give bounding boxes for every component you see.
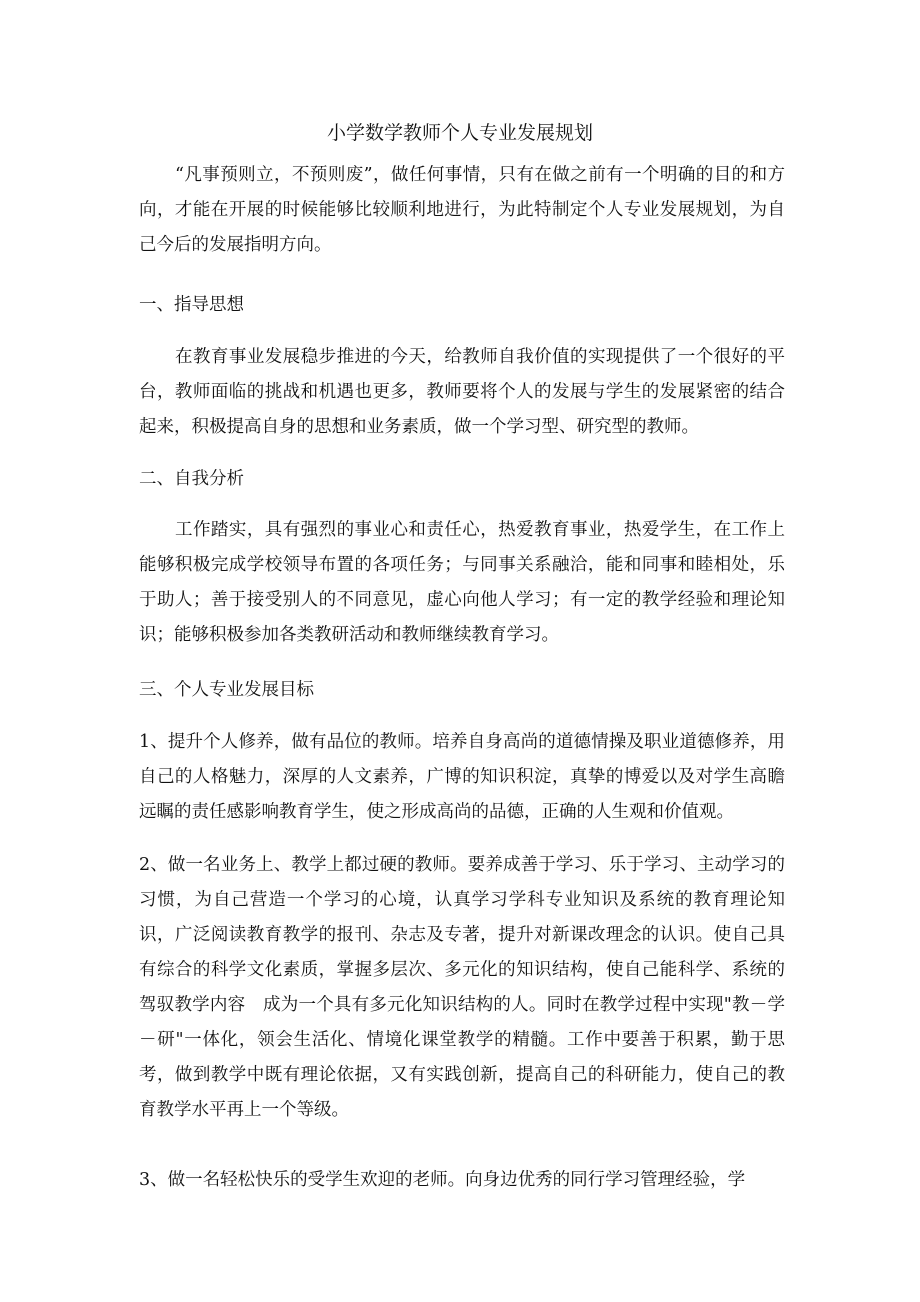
intro-paragraph: “凡事预则立，不预则废”，做任何事情，只有在做之前有一个明确的目的和方向，才能在开展的时候能够比较顺利地进行，为此特制定个人专业发展规划，为自己今后的发展指明方向。 — [139, 165, 785, 255]
goal-item-3: 3、做一名轻松快乐的受学生欢迎的老师。向身边优秀的同行学习管理经验，学 — [139, 1170, 746, 1190]
section-heading-guiding-thought: 一、指导思想 — [139, 295, 244, 315]
self-analysis-paragraph: 工作踏实，具有强烈的事业心和责任心，热爱教育事业，热爱学生，在工作上能够积极完成学校领导布置的各项任务；与同事关系融洽，能和同事和睦相处，乐于助人；善于接受别人的不同意见，虚心向他人学习；有一定的教学经验和理论知识；能够积极参加各类教研活动和教师继续教育学习。 — [139, 520, 785, 645]
section-heading-self-analysis: 二、自我分析 — [139, 469, 244, 489]
document-title: 小学数学教师个人专业发展规划 — [326, 122, 593, 144]
goal-item-2: 2、做一名业务上、教学上都过硬的教师。要养成善于学习、乐于学习、主动学习的习惯，为自己营造一个学习的心境，认真学习学科专业知识及系统的教育理论知识，广泛阅读教育教学的报刊、杂志及专著，提升对新课改理念的认识。使自己具有综合的科学文化素质，掌握多层次、多元化的知识结构，使自己能科学、系统的驾驭教学内容 成为一个具有多元化知识结构的人。同时在教学过程中实现"教－学－研"一体化，领会生活化、情境化课堂教学的精髓。工作中要善于积累，勤于思考，做到教学中既有理论依据，又有实践创新，提高自己的科研能力，使自己的教育教学水平再上一个等级。 — [139, 855, 785, 1120]
guiding-thought-paragraph: 在教育事业发展稳步推进的今天，给教师自我价值的实现提供了一个很好的平台，教师面临的挑战和机遇也更多，教师要将个人的发展与学生的发展紧密的结合起来，积极提高自身的思想和业务素质，做一个学习型、研究型的教师。 — [139, 347, 785, 437]
goal-item-1: 1、提升个人修养，做有品位的教师。培养自身高尚的道德情操及职业道德修养，用自己的人格魅力，深厚的人文素养，广博的知识积淀，真挚的博爱以及对学生高瞻远瞩的责任感影响教育学生，使之形成高尚的品德，正确的人生观和价值观。 — [139, 732, 785, 822]
section-heading-development-goals: 三、个人专业发展目标 — [139, 680, 314, 700]
